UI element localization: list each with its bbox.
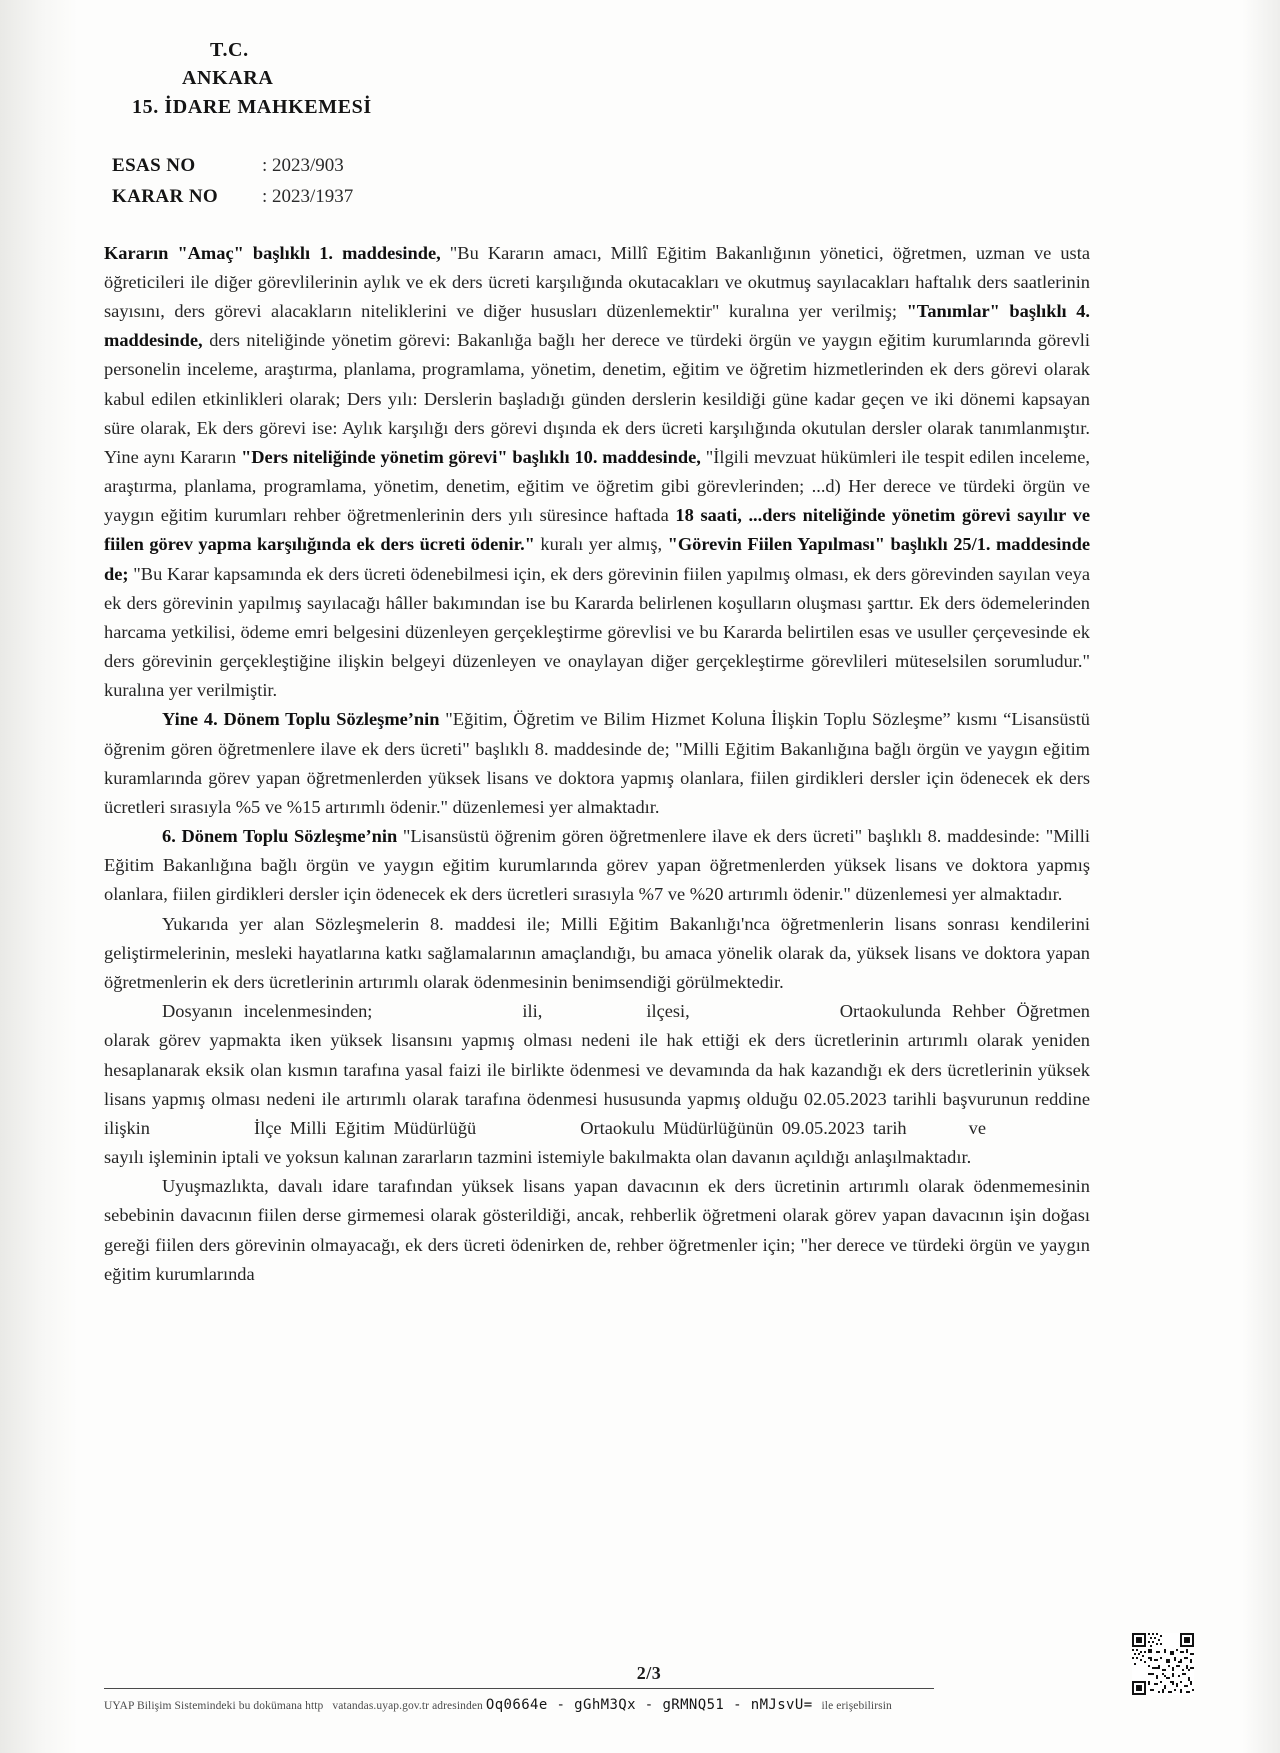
p1-bold-4: 18 saati, ...ders niteliğinde yönetim görevi sayılır ve fiilen görev yapma karşılığında ek ders ücreti ödenir." (104, 505, 1090, 555)
p1-bold-1: Kararın "Amaç" başlıklı 1. maddesinde, (104, 242, 441, 263)
footer-prefix: UYAP Bilişim Sistemindeki bu dokümana http (104, 1700, 324, 1712)
page-number: 2/3 (636, 1663, 662, 1683)
esas-row (112, 151, 1090, 182)
karar-row (112, 182, 1090, 213)
p5-text-c: ilçesi, (646, 1001, 690, 1022)
p3-bold-1: 6. Dönem Toplu Sözleşme’nin (162, 826, 398, 847)
p1-text-4: kuralı yer almış, (534, 534, 668, 555)
p1-bold-2: "Tanımlar" başlıklı 4. maddesinde, (104, 301, 1090, 351)
court-city-line: ANKARA (182, 67, 274, 90)
footer-verification-code: Oq0664e - gGhM3Qx - gRMNQ51 - nMJsvU= (485, 1697, 813, 1713)
p5-text-d: Ortaokulunda Rehber Öğretmen olarak görev yapmakta iken yüksek lisansını yapmış olması nedeni ile hak ettiği ek ders ücretlerinin artırımlı olarak yeniden hesaplanarak eksik olan kısmın tarafına yasal faizi ile birlikte ödenmesi ve devamında da hak kazandığı ek ders ücretlerinin yüksek lisans yapmış olması nedeni ile artırımlı olarak tarafına ödenmesi hususunda yapmış olduğu 02.05.2023 tarihli başvurunun reddine ilişkin (104, 1001, 1091, 1138)
esas-label: ESAS NO (112, 155, 196, 177)
footer-verification-text (104, 1697, 1194, 1713)
p5-text-b: ili, (522, 1001, 543, 1022)
qr-code-icon (1132, 1633, 1194, 1695)
paragraph-1 (104, 239, 1090, 706)
p5-text-e: İlçe Milli Eğitim Müdürlüğü (254, 1117, 477, 1138)
paragraph-2 (104, 705, 1090, 822)
p1-text-2: ders niteliğinde yönetim görevi: Bakanlığa bağlı her derece ve türdeki örgün ve yaygın eğitim kurumlarında görevli personelin inceleme, araştırma, planlama, programlama, yönetim, denetim, eğitim ve öğretim hizmetlerinden ek ders görevi olarak kabul edilen etkinlikleri olarak; Ders yılı: Derslerin başladığı günden derslerin kesildiği güne kadar geçen ve iki dönemi kapsayan süre olarak, Ek ders görevi ise: Aylık karşılığı ders görevi dışında ek ders ücreti karşılığında okutulan dersler olarak tanımlanmıştır. Yine aynı Kararın (104, 330, 1090, 467)
p3-text-1: "Lisansüstü öğrenim gören öğretmenlere ilave ek ders ücreti" başlıklı 8. maddesinde: "Milli Eğitim Bakanlığına bağlı örgün ve yaygın eğitim kurumlarında görev yapan öğretmenlerden yüksek lisans ve doktora yapmış olanlara, fiilen girdikleri dersler için ödenecek ek ders ücretleri sırasıyla %7 ve %20 artırımlı ödenir." düzenlemesi yer almaktadır. (104, 826, 1090, 905)
document-content (104, 36, 1090, 1289)
p1-text-1: "Bu Kararın amacı, Millî Eğitim Bakanlığının yönetici, öğretmen, uzman ve usta öğreticileri ile diğer görevlilerinin aylık ve ek ders ücreti karşılığında okutacakları ve okutmuş sayılacakları haftalık ders saatlerinin sayısını, ders görevi alacakların niteliklerini ve diğer hususları düzenlemektir" kuralına yer verilmiş; (104, 242, 1090, 322)
p5-text-a: Dosyanın incelenmesinden; (162, 1001, 373, 1022)
p1-bold-3: "Ders niteliğinde yönetim görevi" başlıklı 10. maddesinde, (241, 446, 701, 467)
karar-label: KARAR NO (112, 185, 219, 207)
court-header (104, 36, 1090, 121)
footer-divider (104, 1688, 934, 1689)
paragraph-4: Yukarıda yer alan Sözleşmelerin 8. maddesi ile; Milli Eğitim Bakanlığı'nca öğretmenlerin lisans sonrası kendilerini geliştirmelerinin, mesleki hayatlarına katkı sağlamalarının amaçlandığı, bu amaca yönelik olarak da, yüksek lisans ve doktora yapan öğretmenlerin ek ders ücretlerinin artırımlı olarak ödenmesinin benimsendiği görülmektedir. (104, 913, 1090, 992)
p1-text-5: "Bu Karar kapsamında ek ders ücreti ödenebilmesi için, ek ders görevinin fiilen yapılmış olması, ek ders görevinden sayılan veya ek ders görevinin yapılmış sayılacağı hâller bakımından ise bu Kararda belirlenen koşulların oluşması şarttır. Ek ders ödemelerinden harcama yetkilisi, ödeme emri belgesini düzenleyen gerçekleştirme görevlisi ve bu Kararda belirtilen esas ve usuller çerçevesinde ek ders görevinin gerçekleştiğine ilişkin belgeyi düzenleyen ve onaylayan diğer gerçekleştirme görevlileri müteselsilen sorumludur." kuralına yer verilmiştir. (104, 563, 1090, 701)
footer-mid: vatandas.uyap.gov.tr adresinden (332, 1700, 483, 1712)
document-body (104, 239, 1090, 1289)
footer-suffix: ile erişebilirsin (821, 1700, 892, 1712)
esas-value: : 2023/903 (262, 155, 344, 177)
paragraph-6: Uyuşmazlıkta, davalı idare tarafından yüksek lisans yapan davacının ek ders ücretinin artırımlı olarak ödenmemesinin sebebinin davacının fiilen derse girmemesi olarak gösterildiği, ancak, rehberlik öğretmeni olarak görev yapan davacının işin doğası gereği fiilen ders görevinin olmayacağı, ek ders ücreti ödenirken de, rehber öğretmenler için; "her derece ve türdeki örgün ve yaygın eğitim kurumlarında (104, 1176, 1090, 1284)
p5-text-h: sayılı işleminin iptali ve yoksun kalınan zararların tazmini istemiyle bakılmakta olan davanın açıldığı anlaşılmaktadır. (104, 1147, 972, 1168)
court-name-line: 15. İDARE MAHKEMESİ (132, 95, 372, 118)
p1-bold-5: "Görevin Fiilen Yapılması" başlıklı 25/1. maddesinde de; (104, 534, 1090, 584)
page-footer (104, 1663, 1194, 1713)
karar-value: : 2023/1937 (262, 185, 354, 207)
p1-text-3: "İlgili mevzuat hükümleri ile tespit edilen inceleme, araştırma, planlama, programlama, yönetim, denetim, eğitim ve öğretim gibi görevlerinden; ...d) Her derece ve türdeki örgün ve yaygın eğitim kurumları rehber öğretmenlerinin ders yılı süresince haftada (104, 446, 1090, 526)
p5-text-f: Ortaokulu Müdürlüğünün 09.05.2023 tarih (580, 1117, 907, 1138)
case-number-block (104, 151, 1090, 213)
p2-bold-1: Yine 4. Dönem Toplu Sözleşme’nin (162, 709, 440, 730)
paragraph-5 (104, 997, 1090, 1172)
p5-text-g: ve (968, 1117, 986, 1138)
court-country-line: T.C. (210, 39, 249, 61)
paragraph-3 (104, 822, 1090, 910)
p2-text-1: "Eğitim, Öğretim ve Bilim Hizmet Koluna İlişkin Toplu Sözleşme” kısmı “Lisansüstü öğrenim gören öğretmenlere ilave ek ders ücreti" başlıklı 8. maddesinde de; "Milli Eğitim Bakanlığına bağlı örgün ve yaygın eğitim kuramlarında görev yapan öğretmenlerden yüksek lisans ve doktora yapmış olanlara, fiilen girdikleri dersler için ödenecek ek ders ücretleri sırasıyla %5 ve %15 artırımlı ödenir." düzenlemesi yer almaktadır. (104, 709, 1090, 817)
